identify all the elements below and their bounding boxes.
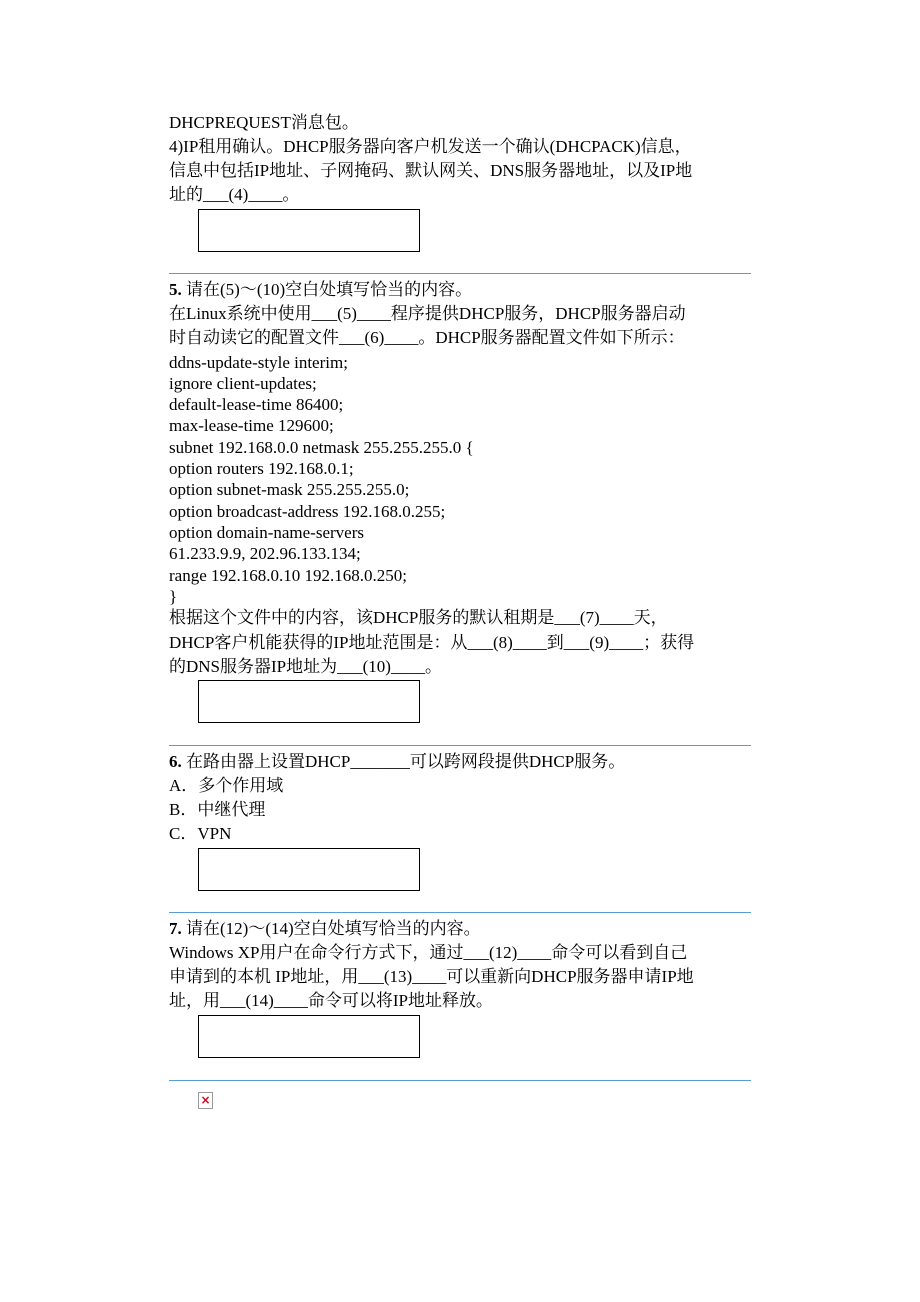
- config-line: ignore client-updates;: [169, 374, 317, 393]
- answer-box-5[interactable]: [198, 680, 420, 723]
- option-a: A．多个作用域: [169, 776, 284, 795]
- text-line: 址的___(4)____。: [169, 185, 300, 204]
- config-line: option domain-name-servers: [169, 523, 364, 542]
- text-line: 申请到的本机 IP地址，用___(13)____可以重新向DHCP服务器申请IP地: [169, 967, 694, 986]
- question-number: 6.: [169, 752, 182, 771]
- answer-box-7[interactable]: [198, 1015, 420, 1058]
- text-line: 信息中包括IP地址、子网掩码、默认网关、DNS服务器地址，以及IP地: [169, 161, 693, 180]
- config-line: option routers 192.168.0.1;: [169, 459, 354, 478]
- question-title: 请在(5)～(10)空白处填写恰当的内容。: [186, 280, 473, 299]
- separator: [169, 745, 751, 746]
- config-line: range 192.168.0.10 192.168.0.250;: [169, 566, 407, 585]
- question-5-header: [169, 279, 472, 301]
- config-line: default-lease-time 86400;: [169, 395, 344, 414]
- text-line: 的DNS服务器IP地址为___(10)____。: [169, 657, 442, 676]
- separator: [169, 1080, 751, 1081]
- separator: [169, 912, 751, 913]
- text-line: 根据这个文件中的内容，该DHCP服务的默认租期是___(7)____天，: [169, 608, 668, 627]
- question-number: 7.: [169, 919, 182, 938]
- question-number: 5.: [169, 280, 182, 299]
- text-line: 在Linux系统中使用___(5)____程序提供DHCP服务，DHCP服务器启动: [169, 304, 686, 323]
- question-6-header: [169, 751, 625, 773]
- question-7-header: [169, 918, 481, 940]
- config-line: ddns-update-style interim;: [169, 353, 348, 372]
- broken-image-icon: ×: [198, 1092, 213, 1109]
- config-line: option broadcast-address 192.168.0.255;: [169, 502, 446, 521]
- question-title: 请在(12)～(14)空白处填写恰当的内容。: [186, 919, 481, 938]
- answer-box-6[interactable]: [198, 848, 420, 891]
- answer-box-4[interactable]: [198, 209, 420, 252]
- text-line: DHCPREQUEST消息包。: [169, 113, 359, 132]
- text-line: 4)IP租用确认。DHCP服务器向客户机发送一个确认(DHCPACK)信息，: [169, 137, 692, 156]
- config-line: option subnet-mask 255.255.255.0;: [169, 480, 410, 499]
- text-line: 址，用___(14)____命令可以将IP地址释放。: [169, 991, 493, 1010]
- option-c: C．VPN: [169, 824, 232, 843]
- text-line: 时自动读它的配置文件___(6)____。DHCP服务器配置文件如下所示：: [169, 328, 685, 347]
- config-line: 61.233.9.9, 202.96.133.134;: [169, 544, 361, 563]
- text-line: Windows XP用户在命令行方式下，通过___(12)____命令可以看到自己: [169, 943, 688, 962]
- text-line: DHCP客户机能获得的IP地址范围是：从___(8)____到___(9)____；获得: [169, 633, 695, 652]
- config-line: max-lease-time 129600;: [169, 416, 334, 435]
- config-line: }: [169, 587, 178, 606]
- question-title: 在路由器上设置DHCP_______可以跨网段提供DHCP服务。: [186, 752, 626, 771]
- config-line: subnet 192.168.0.0 netmask 255.255.255.0 {: [169, 438, 474, 457]
- option-b: B．中继代理: [169, 800, 266, 819]
- separator: [169, 273, 751, 274]
